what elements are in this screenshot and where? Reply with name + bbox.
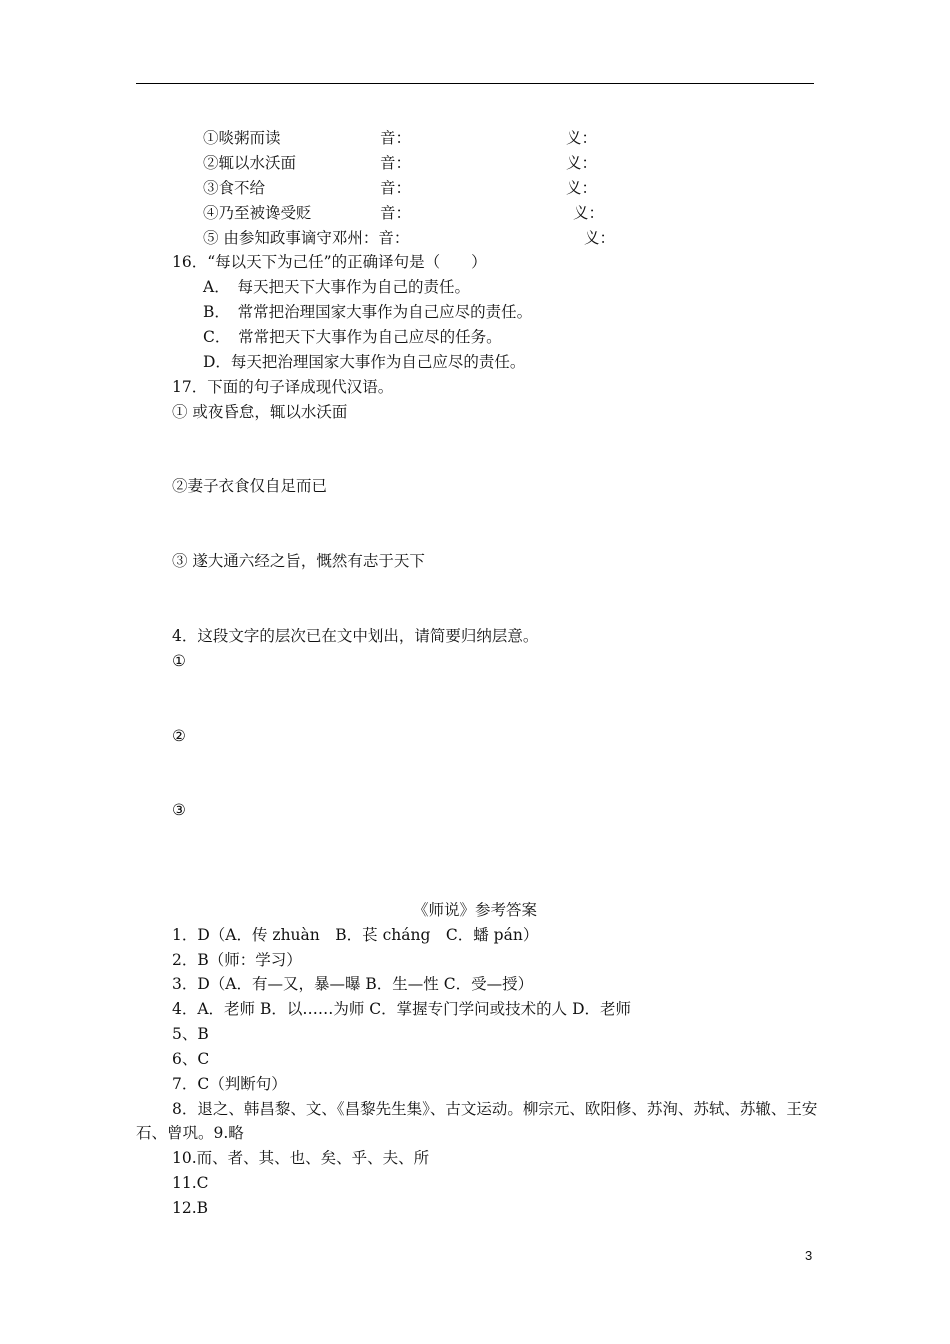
q4-mark-1: ① [172, 652, 186, 670]
q17-sentence-1: ① 或夜昏怠，辄以水沃面 [172, 403, 348, 421]
answer-line-10: 10.而、者、其、也、矣、乎、夫、所 [172, 1149, 430, 1167]
answer-line-2: 2．B（师：学习） [172, 951, 302, 969]
answer-line-8-cont: 石、曾巩。9.略 [136, 1124, 244, 1142]
q15-item-1-yin: 音： [380, 129, 412, 147]
q17-sentence-3: ③ 遂大通六经之旨，慨然有志于天下 [172, 552, 425, 570]
q15-item-3-yi: 义： [566, 179, 598, 197]
q17-sentence-2: ②妻子衣食仅自足而已 [172, 477, 328, 495]
q15-item-2-yi: 义： [566, 154, 598, 172]
q17-question: 17．下面的句子译成现代汉语。 [172, 378, 394, 396]
answer-line-12: 12.B [172, 1199, 209, 1217]
page-number: 3 [805, 1248, 813, 1263]
q15-item-4-yi: 义： [573, 204, 605, 222]
q4-question: 4．这段文字的层次已在文中划出，请简要归纳层意。 [172, 627, 539, 645]
q4-mark-2: ② [172, 727, 186, 745]
answer-line-11: 11.C [172, 1174, 209, 1192]
q4-mark-3: ③ [172, 801, 186, 819]
answer-line-7: 7．C（判断句） [172, 1075, 287, 1093]
q15-item-2-yin: 音： [380, 154, 412, 172]
q15-item-1: ①啖粥而读 [203, 129, 281, 147]
q16-option-c: C． 常常把天下大事作为自己应尽的任务。 [203, 328, 502, 346]
q15-item-4: ④乃至被谗受贬 [203, 204, 312, 222]
answer-line-1: 1．D（A．传 zhuàn B．苌 cháng C．蟠 pán） [172, 926, 539, 944]
answer-line-3: 3．D（A．有—又，暴—曝 B．生—性 C．受—授） [172, 975, 534, 993]
q15-item-5-yi: 义： [584, 229, 616, 247]
q16-question: 16．“每以天下为己任”的正确译句是（ ） [172, 253, 487, 271]
q15-item-1-yi: 义： [566, 129, 598, 147]
answers-title: 《师说》参考答案 [412, 901, 537, 919]
q16-option-b: B． 常常把治理国家大事作为自己应尽的责任。 [203, 303, 533, 321]
q15-item-3: ③食不给 [203, 179, 266, 197]
q15-item-5: ⑤ 由参知政事谪守邓州：音： [203, 229, 410, 247]
answer-line-6: 6、C [172, 1050, 210, 1068]
answer-line-4: 4．A．老师 B．以……为师 C．掌握专门学问或技术的人 D．老师 [172, 1000, 632, 1018]
answer-line-5: 5、B [172, 1025, 209, 1043]
header-rule [136, 83, 814, 84]
q16-option-d: D．每天把治理国家大事作为自己应尽的责任。 [203, 353, 526, 371]
q15-item-2: ②辄以水沃面 [203, 154, 297, 172]
q16-option-a: A． 每天把天下大事作为自己的责任。 [203, 278, 470, 296]
q15-item-3-yin: 音： [380, 179, 412, 197]
answer-line-8: 8．退之、韩昌黎、文、《昌黎先生集》、古文运动。柳宗元、欧阳修、苏洵、苏轼、苏辙、王安 [172, 1100, 818, 1118]
q15-item-4-yin: 音： [380, 204, 412, 222]
